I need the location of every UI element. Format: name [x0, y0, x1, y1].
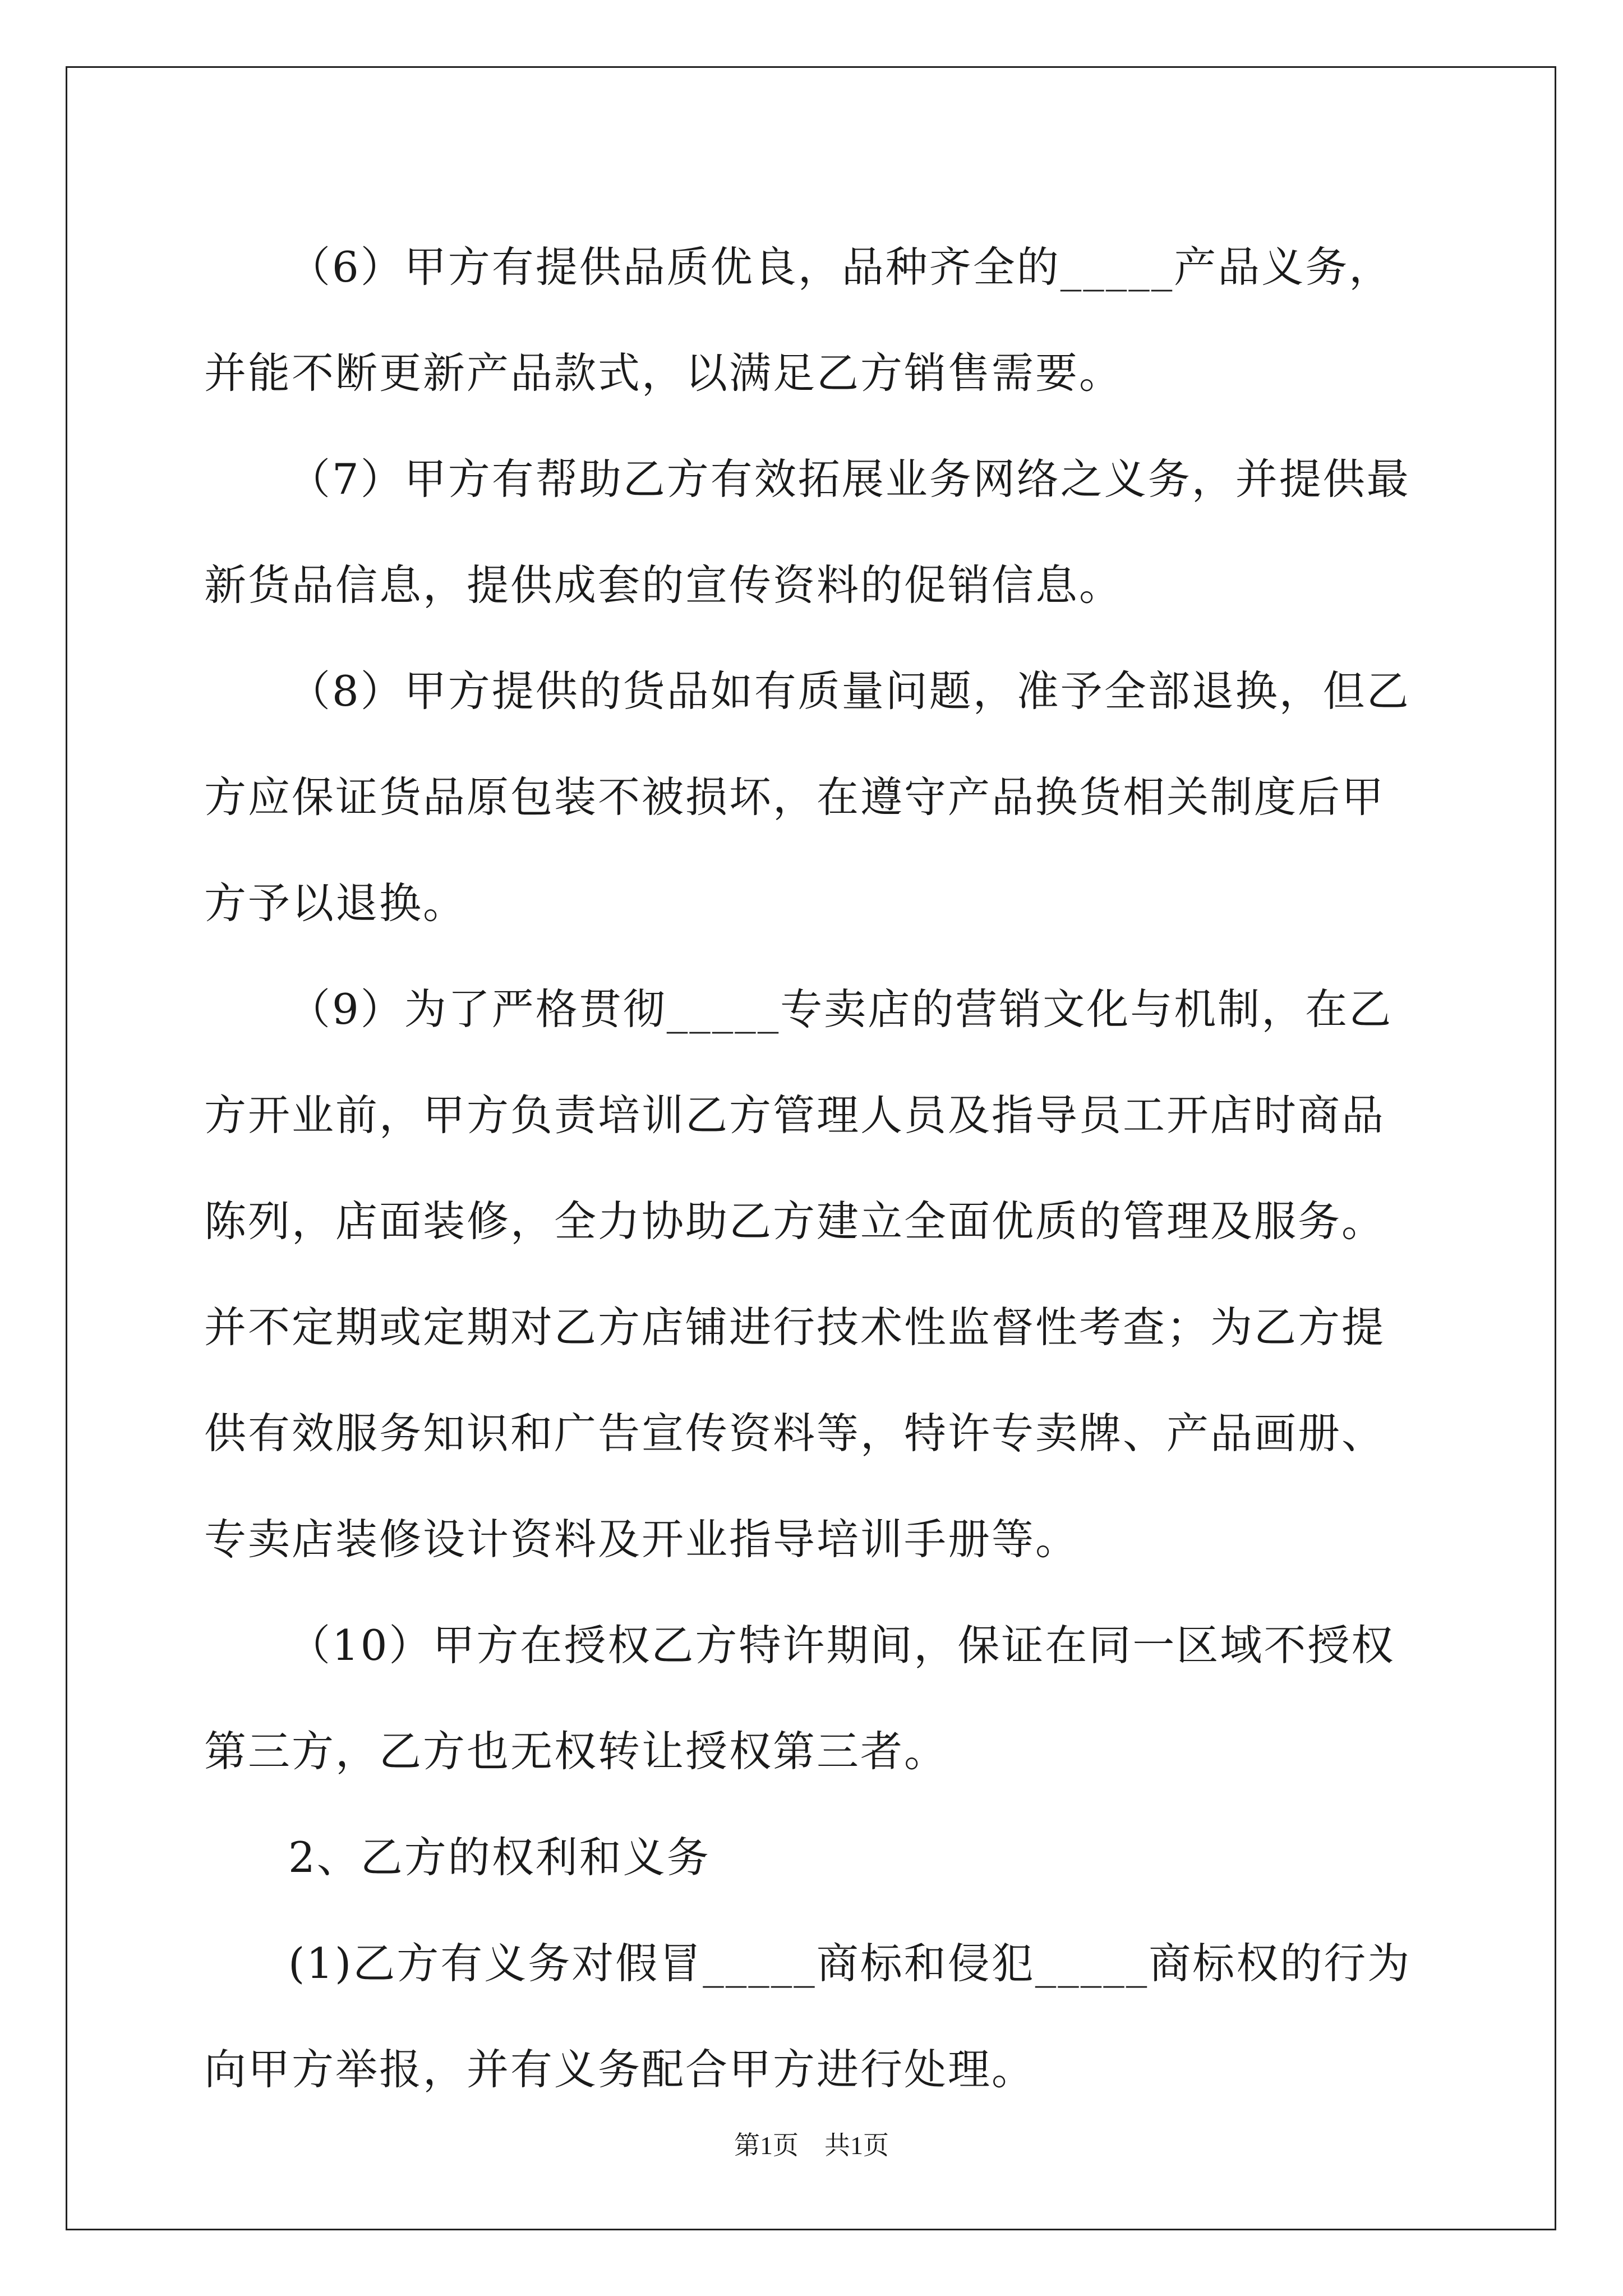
- section-heading-party-b: 2、乙方的权利和义务: [288, 1833, 711, 1882]
- paragraph-b1: (1)乙方有义务对假冒_____商标和侵犯_____商标权的行为向甲方举报，并有义务配合甲方进行处理。: [204, 1939, 1412, 2094]
- paragraph-8: （8）甲方提供的货品如有质量问题，准予全部退换，但乙方应保证货品原包装不被损坏，在遵守产品换货相关制度后甲方予以退换。: [204, 666, 1410, 928]
- document-body: [204, 214, 1424, 2123]
- page-number: 第1页 共1页: [734, 2131, 889, 2160]
- paragraph-6: （6）甲方有提供品质优良，品种齐全的_____产品义务，并能不断更新产品款式，以满足乙方销售需要。: [204, 242, 1393, 398]
- paragraph-10: （10）甲方在授权乙方特许期间，保证在同一区域不授权第三方，乙方也无权转让授权第三者。: [204, 1621, 1395, 1776]
- paragraph-9: （9）为了严格贯彻_____专卖店的营销文化与机制，在乙方开业前，甲方负责培训乙方管理人员及指导员工开店时商品陈列，店面装修，全力协助乙方建立全面优质的管理及服务。并不定期或定期对乙方店铺进行技术性监督性考查；为乙方提供有效服务知识和广告宣传资料等，特许专卖牌、产品画册、专卖店装修设计资料及开业指导培训手册等。: [204, 984, 1393, 1564]
- paragraph-7: （7）甲方有帮助乙方有效拓展业务网络之义务，并提供最新货品信息，提供成套的宣传资料的促销信息。: [204, 454, 1410, 610]
